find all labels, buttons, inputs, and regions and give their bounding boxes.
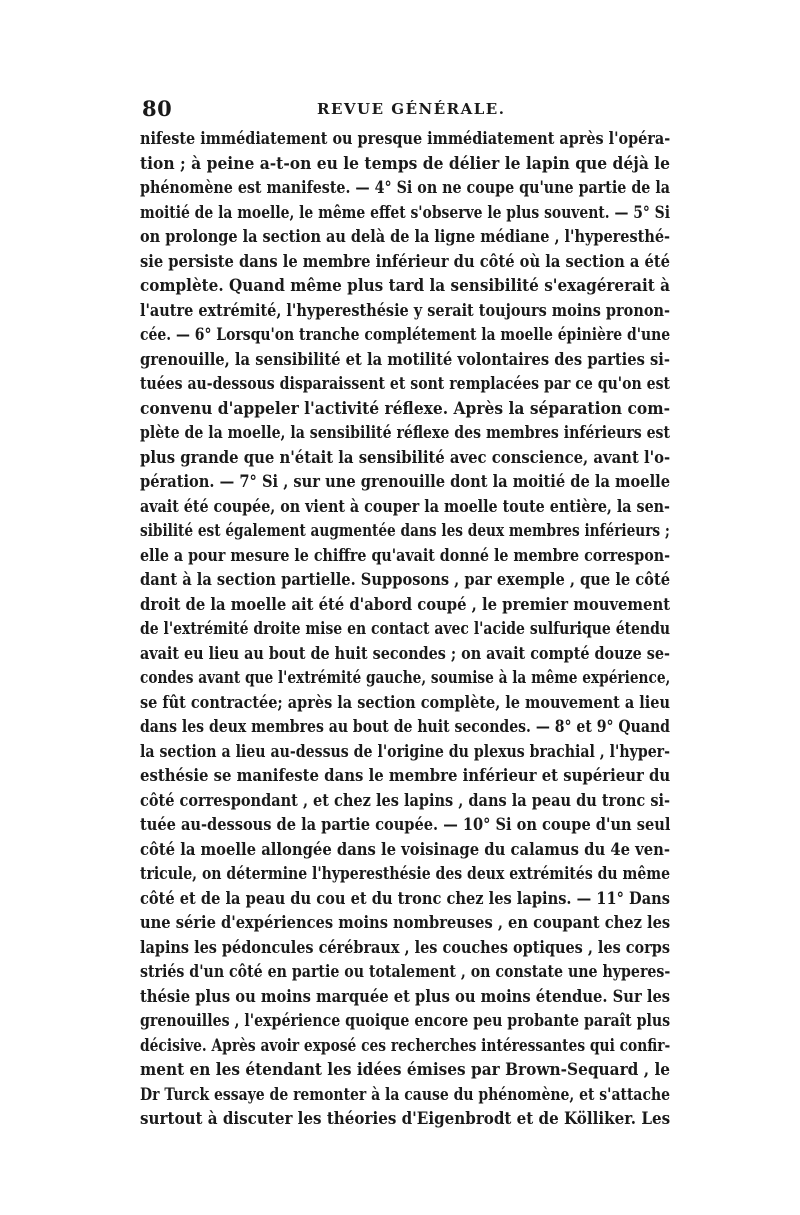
- text-line: plète de la moelle, la sensibilité réflexe des membres inférieurs est: [140, 423, 670, 443]
- text-line: moitié de la moelle, le même effet s'observe le plus souvent. — 5° Si: [140, 202, 670, 223]
- text-line: dant à la section partielle. Supposons , par exemple , que le côté: [140, 570, 671, 590]
- text-line: complète. Quand même plus tard la sensibilité s'exagérerait à: [140, 276, 671, 296]
- text-line: côté correspondant , et chez les lapins , dans la peau du tronc si-: [140, 790, 671, 811]
- text-line: côté et de la peau du cou et du tronc chez les lapins. — 11° Dans: [140, 888, 671, 909]
- text-line: avait eu lieu au bout de huit secondes ; on avait compté douze se-: [140, 643, 670, 664]
- text-line: lapins les pédoncules cérébraux , les couches optiques , les corps: [140, 937, 671, 958]
- text-line: l'autre extrémité, l'hyperesthésie y serait toujours moins pronon-: [140, 300, 670, 321]
- text-line: tricule, on détermine l'hyperesthésie des deux extrémités du même: [140, 864, 671, 884]
- text-line: plus grande que n'était la sensibilité avec conscience, avant l'o-: [140, 447, 671, 468]
- text-line: sibilité est également augmentée dans les deux membres inférieurs ;: [140, 521, 670, 541]
- text-line: décisive. Après avoir exposé ces recherches intéressantes qui confir-: [140, 1035, 671, 1056]
- text-line: convenu d'appeler l'activité réflexe. Après la séparation com-: [140, 398, 671, 419]
- text-line: on prolonge la section au delà de la ligne médiane , l'hyperesthé-: [140, 227, 671, 247]
- text-line: tuée au-dessous de la partie coupée. — 10° Si on coupe d'un seul: [140, 815, 671, 835]
- text-line: droit de la moelle ait été d'abord coupé , le premier mouvement: [140, 594, 671, 615]
- text-line: esthésie se manifeste dans le membre inférieur et supérieur du: [140, 766, 671, 786]
- page-number: 80: [142, 96, 173, 121]
- text-line: phénomène est manifeste. — 4° Si on ne coupe qu'une partie de la: [140, 178, 670, 198]
- page-header: [142, 96, 662, 124]
- text-line: surtout à discuter les théories d'Eigenbrodt et de Kölliker. Les: [140, 1109, 671, 1129]
- body-text: [140, 127, 670, 1132]
- text-line: elle a pour mesure le chiffre qu'avait donné le membre correspon-: [140, 545, 671, 566]
- text-line: Dr Turck essaye de remonter à la cause du phénomène, et s'attache: [140, 1084, 671, 1105]
- text-line: striés d'un côté en partie ou totalement , on constate une hyperes-: [140, 962, 671, 982]
- text-line: grenouille, la sensibilité et la motilité volontaires des parties si-: [140, 349, 670, 370]
- text-line: grenouilles , l'expérience quoique encore peu probante paraît plus: [140, 1011, 671, 1031]
- text-line: de l'extrémité droite mise en contact avec l'acide sulfurique étendu: [140, 619, 670, 639]
- text-line: thésie plus ou moins marquée et plus ou moins étendue. Sur les: [140, 986, 671, 1007]
- running-title: REVUE GÉNÉRALE.: [317, 100, 506, 118]
- text-line: cée. — 6° Lorsqu'on tranche complétement la moelle épinière d'une: [140, 325, 671, 345]
- text-line: tion ; à peine a-t-on eu le temps de délier le lapin que déjà le: [140, 153, 671, 174]
- text-line: nifeste immédiatement ou presque immédiatement après l'opéra-: [140, 129, 671, 149]
- text-line: avait été coupée, on vient à couper la moelle toute entière, la sen-: [140, 496, 670, 517]
- text-line: pération. — 7° Si , sur une grenouille dont la moitié de la moelle: [140, 472, 671, 492]
- text-line: une série d'expériences moins nombreuses , en coupant chez les: [140, 913, 671, 933]
- text-line: tuées au-dessous disparaissent et sont remplacées par ce qu'on est: [140, 374, 670, 394]
- text-line: dans les deux membres au bout de huit secondes. — 8° et 9° Quand: [140, 717, 670, 737]
- text-line: la section a lieu au-dessus de l'origine du plexus brachial , l'hyper-: [140, 741, 670, 762]
- text-line: sie persiste dans le membre inférieur du côté où la section a été: [140, 251, 671, 272]
- text-line: côté la moelle allongée dans le voisinage du calamus du 4e ven-: [140, 839, 671, 860]
- text-line: condes avant que l'extrémité gauche, soumise à la même expérience,: [140, 668, 671, 688]
- text-line: ment en les étendant les idées émises par Brown-Sequard , le: [140, 1060, 671, 1080]
- text-line: se fût contractée; après la section complète, le mouvement a lieu: [140, 692, 670, 713]
